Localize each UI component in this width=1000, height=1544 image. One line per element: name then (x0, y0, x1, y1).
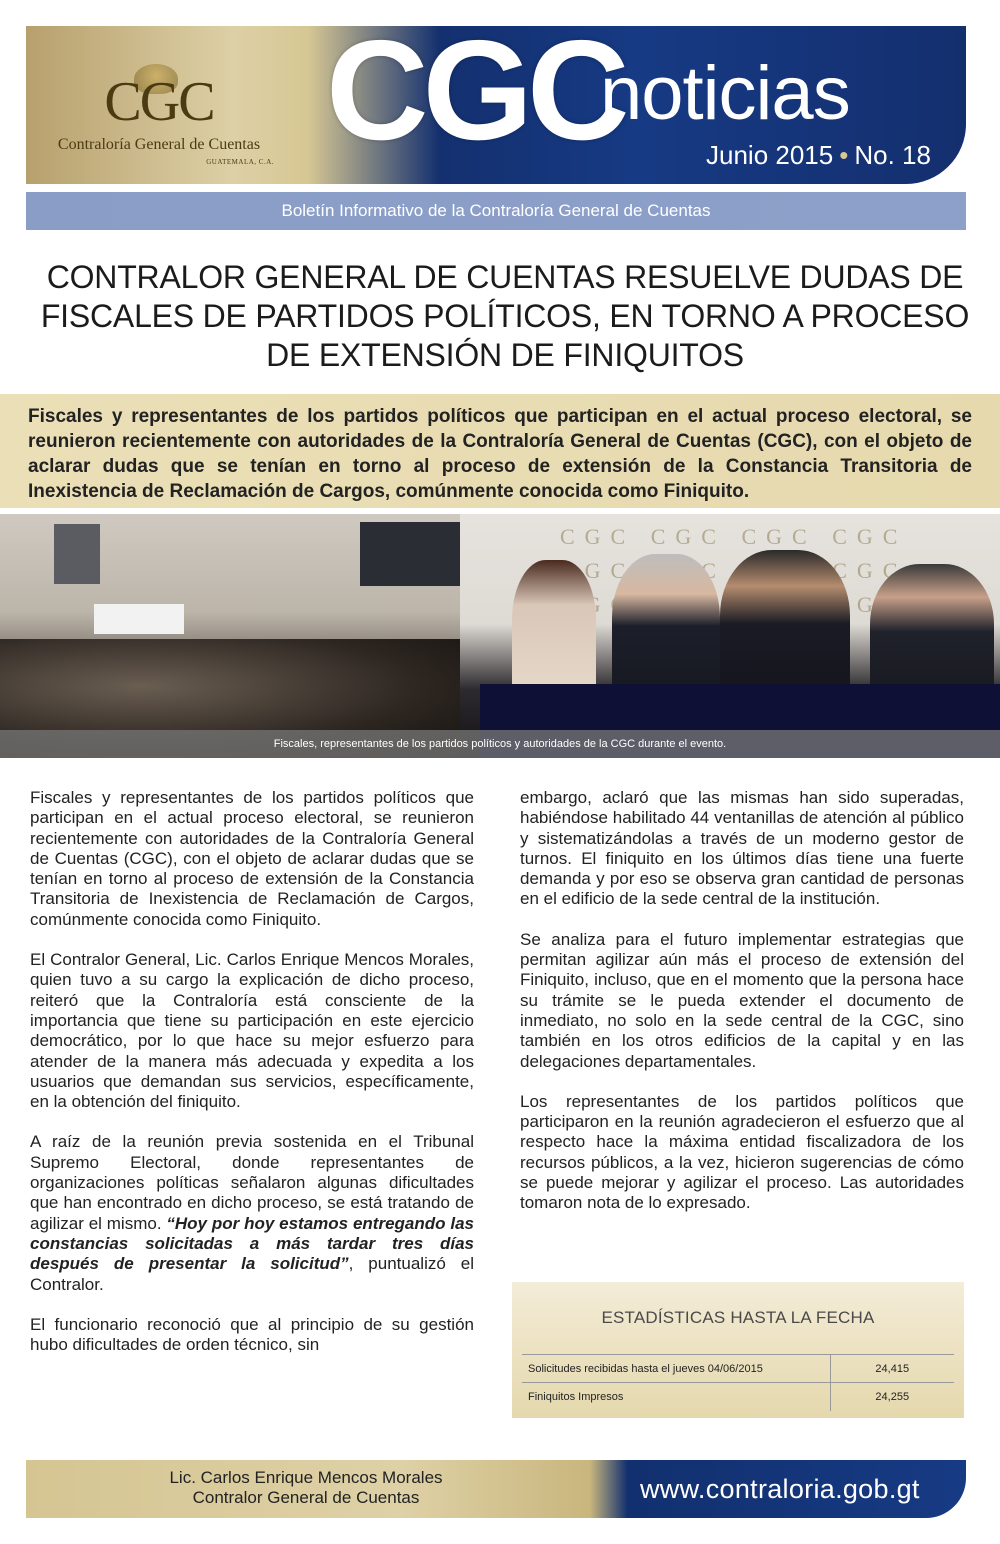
article-paragraph: Fiscales y representantes de los partidos políticos que participan en el actual proceso electoral, se reunieron recientemente con autoridades de la Contraloría General de Cuentas (CGC), con el objeto de aclarar dudas que se tenían en torno al proceso de extensión de la Constancia Transitoria de Inexistencia de Reclamación de Cargos, comúnmente conocida como Finiquito. (30, 788, 474, 929)
contralor-role: Contralor General de Cuentas (192, 1488, 420, 1507)
title-noticias: noticias (600, 51, 850, 136)
logo-city: GUATEMALA, C.A. (206, 158, 274, 166)
photo-audience-scene (0, 514, 475, 758)
contralor-quote: “Hoy por hoy estamos entregando las constancias solicitadas a más tardar tres días después de presentar la solicitud” (30, 1213, 474, 1274)
paragraph-text: , puntualizó el Contralor. (30, 1254, 474, 1294)
photo-screen (54, 524, 100, 584)
footer-bar (26, 1460, 966, 1518)
masthead (26, 26, 966, 184)
photo-logo-backdrop: CGC CGC CGC CGC CGC CGC CGC CGC (560, 524, 908, 617)
article-paragraph: Los representantes de los partidos políticos que participaron en la reunión agradecieron el esfuerzo que al respecto hace la máxima entidad fiscalizadora de los recursos públicos, a la vez, hicieron sugerencias de cómo se puede mejorar y agilizar el proceso. Las autoridades tomaron nota de lo expresado. (520, 1091, 964, 1213)
footer-signature (26, 1468, 586, 1508)
title-cgc: CGC (326, 26, 624, 170)
stat-label: Finiquitos Impresos (522, 1383, 830, 1411)
lede-paragraph: Fiscales y representantes de los partidos políticos que participan en el actual proceso electoral, se reunieron recientemente con autoridades de la Contraloría General de Cuentas (CGC), con el objeto de aclarar dudas que se tenían en torno al proceso de extensión de la Constancia Transitoria de Inexistencia de Reclamación de Cargos, comúnmente conocida como Finiquito. (0, 394, 1000, 508)
subtitle-bar: Boletín Informativo de la Contraloría General de Cuentas (26, 192, 966, 230)
statistics-table (522, 1354, 954, 1411)
bullet-icon: • (839, 140, 849, 170)
article-column-left (30, 788, 474, 1375)
cgc-logo (34, 70, 284, 180)
logo-name: Contraloría General de Cuentas (57, 136, 261, 153)
statistics-title: ESTADÍSTICAS HASTA LA FECHA (601, 1308, 875, 1327)
contralor-name: Lic. Carlos Enrique Mencos Morales (169, 1468, 443, 1487)
issue-number: No. 18 (854, 140, 931, 170)
article-paragraph: embargo, aclaró que las mismas han sido superadas, habiéndose habilitado 44 ventanillas de atención al público y sistematizándolas a través de un moderno gestor de turnos. El finiquito en los últimos días tiene una fuerte demanda y por eso se observa gran cantidad de personas en el edificio de la sede central de la institución. (520, 788, 964, 909)
event-photo (0, 514, 1000, 758)
photo-caption: Fiscales, representantes de los partidos políticos y autoridades de la CGC durante el evento. (0, 730, 1000, 758)
photo-head-table (94, 604, 184, 634)
article-paragraph: El funcionario reconoció que al principio de su gestión hubo dificultades de orden técnico, sin (30, 1314, 474, 1355)
table-row (522, 1383, 954, 1411)
article-paragraph: Se analiza para el futuro implementar estrategias que permitan agilizar aún más el proceso de extensión del Finiquito, incluso, que en el momento que la persona hace su trámite se le pueda extender el documento de inmediato, no solo en la sede central de la CGC, sino también en los otros edificios de la capital y en las delegaciones departamentales. (520, 929, 964, 1071)
article-column-right (520, 788, 964, 1234)
stat-value: 24,255 (830, 1383, 954, 1411)
headline: CONTRALOR GENERAL DE CUENTAS RESUELVE DUDAS DE FISCALES DE PARTIDOS POLÍTICOS, EN TORNO A PROCESO DE EXTENSIÓN DE FINIQUITOS (40, 259, 970, 373)
photo-screen (360, 522, 460, 586)
issue-month: Junio 2015 (706, 140, 834, 170)
statistics-box (512, 1282, 964, 1418)
website-link[interactable]: www.contraloria.gob.gt (640, 1474, 920, 1504)
article-paragraph: El Contralor General, Lic. Carlos Enrique Mencos Morales, quien tuvo a su cargo la explicación de dicho proceso, reiteró que la Contraloría está consciente de la importancia que tiene su participación en este ejercicio democrático, por lo que hace su mejor esfuerzo para atender de la manera más adecuada y expedita a los usuarios que demandan sus servicios, específicamente, en la obtención del finiquito. (30, 950, 474, 1112)
table-row (522, 1355, 954, 1383)
article-paragraph (30, 1132, 474, 1294)
paragraph-text: A raíz de la reunión previa sostenida en el Tribunal Supremo Electoral, donde representantes de organizaciones políticas señalaron algunas dificultades que han encontrado en dicho proceso, se está tratando de agilizar el mismo. (30, 1132, 474, 1233)
stat-label: Solicitudes recibidas hasta el jueves 04/06/2015 (522, 1355, 830, 1383)
issue-info (706, 140, 931, 171)
logo-letters: CGC (104, 71, 214, 133)
stat-value: 24,415 (830, 1355, 954, 1383)
